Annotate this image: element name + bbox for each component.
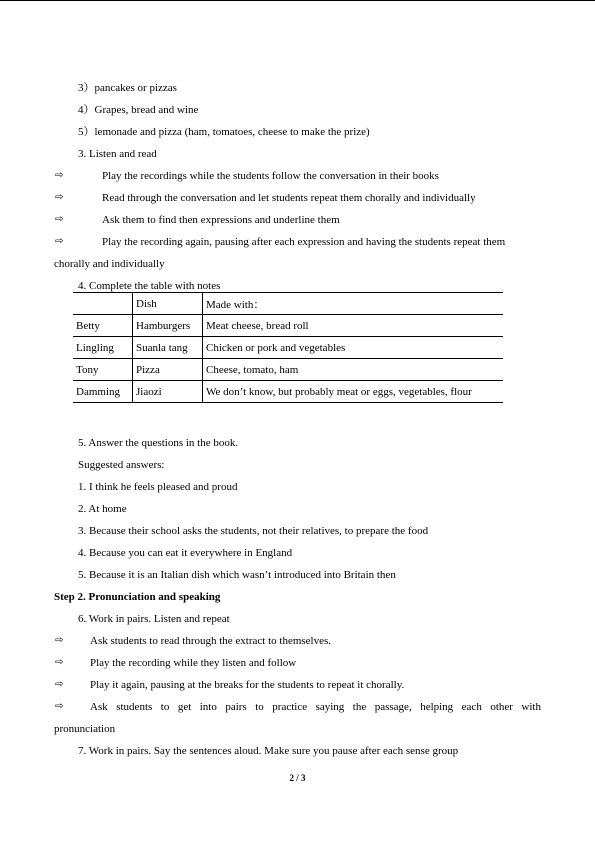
word: other bbox=[490, 701, 513, 713]
word: get bbox=[177, 701, 192, 713]
answer-item: 4. Because you can eat it everywhere in England bbox=[78, 547, 293, 559]
notes-table bbox=[73, 292, 503, 403]
answer-item: 2. At home bbox=[78, 503, 127, 515]
table-cell: We don’t know, but probably meat or eggs, vegetables, flour bbox=[203, 381, 504, 403]
answer-item: 1. I think he feels pleased and proud bbox=[78, 481, 238, 493]
word: saying bbox=[315, 701, 345, 713]
arrow-bullet-icon: ⇨ bbox=[55, 701, 64, 712]
list-item: Ask them to find then expressions and underline them bbox=[102, 214, 340, 226]
section-title-pairs: 6. Work in pairs. Listen and repeat bbox=[78, 613, 230, 625]
table-cell: Jiaozi bbox=[133, 381, 203, 403]
list-item: Play the recording while they listen and follow bbox=[90, 657, 297, 669]
table-row bbox=[73, 337, 503, 359]
list-item: Read through the conversation and let students repeat them chorally and individually bbox=[102, 192, 476, 204]
word: pairs bbox=[225, 701, 247, 713]
step2-heading: Step 2. Pronunciation and speaking bbox=[54, 591, 221, 603]
arrow-bullet-icon: ⇨ bbox=[55, 192, 64, 203]
table-title: 4. Complete the table with notes bbox=[78, 280, 221, 292]
list-item: Play the recordings while the students follow the conversation in their books bbox=[102, 170, 439, 182]
list-item-continuation: pronunciation bbox=[54, 723, 116, 735]
table-cell: Suanla tang bbox=[133, 337, 203, 359]
word: Ask bbox=[90, 701, 108, 713]
list-item-continuation: chorally and individually bbox=[54, 258, 165, 270]
header-rule bbox=[0, 0, 595, 1]
table-cell: Betty bbox=[73, 315, 133, 337]
word: helping bbox=[420, 701, 454, 713]
word: the bbox=[352, 701, 367, 713]
section-title-answers: 5. Answer the questions in the book. bbox=[78, 437, 239, 449]
arrow-bullet-icon: ⇨ bbox=[55, 657, 64, 668]
word: into bbox=[199, 701, 217, 713]
table-header-row bbox=[73, 293, 503, 315]
word: to bbox=[255, 701, 264, 713]
table-cell: Cheese, tomato, ham bbox=[203, 359, 504, 381]
table-header-cell bbox=[73, 293, 133, 315]
list-item: 5）lemonade and pizza (ham, tomatoes, cheese to make the prize) bbox=[78, 126, 370, 138]
arrow-bullet-icon: ⇨ bbox=[55, 236, 64, 247]
section-title-listen-read: 3. Listen and read bbox=[78, 148, 157, 160]
arrow-bullet-icon: ⇨ bbox=[55, 679, 64, 690]
list-item: Ask students to read through the extract to themselves. bbox=[90, 635, 332, 647]
word: practice bbox=[272, 701, 308, 713]
table-cell: Chicken or pork and vegetables bbox=[203, 337, 504, 359]
table-cell: Meat cheese, bread roll bbox=[203, 315, 504, 337]
list-item: Play the recording again, pausing after each expression and having the students repeat them bbox=[102, 236, 506, 248]
table-header-cell: Dish bbox=[133, 293, 203, 315]
answer-item: 3. Because their school asks the students, not their relatives, to prepare the food bbox=[78, 525, 429, 537]
arrow-bullet-icon: ⇨ bbox=[55, 635, 64, 646]
suggested-answers-label: Suggested answers: bbox=[78, 459, 165, 471]
word: to bbox=[160, 701, 170, 713]
arrow-bullet-icon: ⇨ bbox=[55, 214, 64, 225]
table-cell: Hamburgers bbox=[133, 315, 203, 337]
word: each bbox=[461, 701, 482, 713]
page-number: 2 / 3 bbox=[289, 773, 306, 783]
justified-list-item bbox=[90, 700, 541, 714]
table-cell: Pizza bbox=[133, 359, 203, 381]
arrow-bullet-icon: ⇨ bbox=[55, 170, 64, 181]
table-row bbox=[73, 359, 503, 381]
list-item: Play it again, pausing at the breaks for the students to repeat it chorally. bbox=[90, 679, 405, 691]
section-title-sentences: 7. Work in pairs. Say the sentences aloud. Make sure you pause after each sense group bbox=[78, 745, 459, 757]
table-header-cell: Made with： bbox=[203, 293, 504, 315]
table-cell: Damming bbox=[73, 381, 133, 403]
answer-item: 5. Because it is an Italian dish which wasn’t introduced into Britain then bbox=[78, 569, 396, 581]
word: with bbox=[521, 701, 541, 713]
word: students bbox=[116, 701, 153, 713]
list-item: 3）pancakes or pizzas bbox=[78, 82, 177, 94]
word: passage, bbox=[374, 701, 412, 713]
list-item: 4）Grapes, bread and wine bbox=[78, 104, 199, 116]
table-cell: Lingling bbox=[73, 337, 133, 359]
table-row bbox=[73, 315, 503, 337]
table-cell: Tony bbox=[73, 359, 133, 381]
table-row bbox=[73, 381, 503, 403]
